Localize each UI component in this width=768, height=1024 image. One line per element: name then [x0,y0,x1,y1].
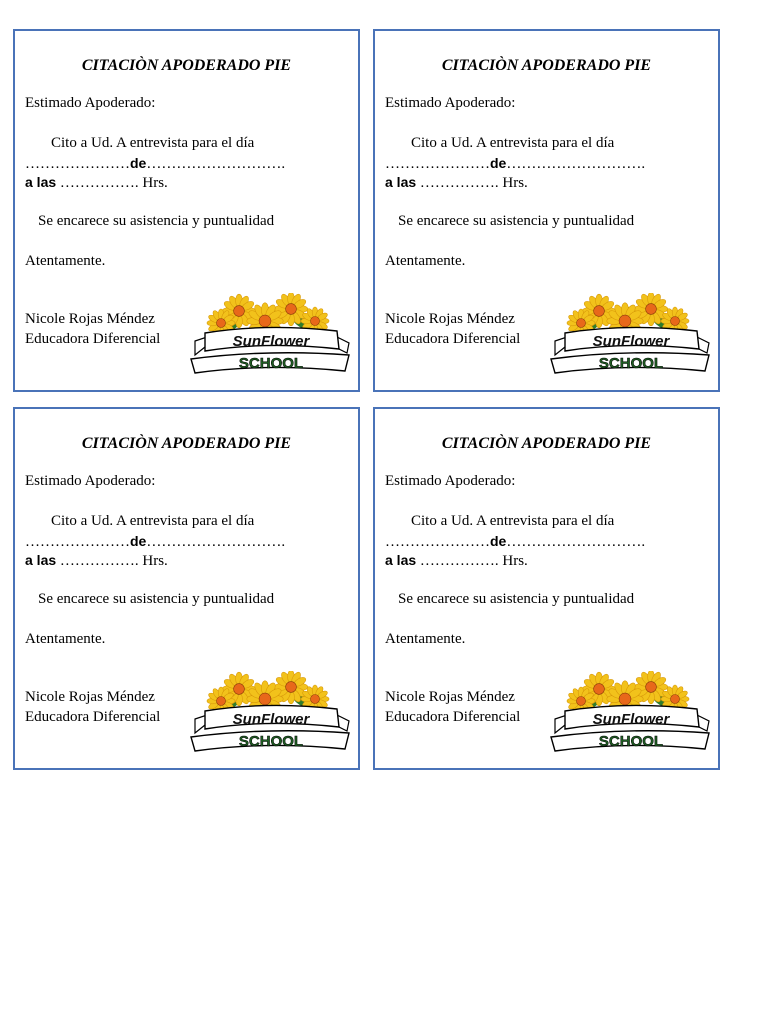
invite-text: Cito a Ud. A entrevista para el día [411,135,615,151]
word-a-las: a las [25,552,57,568]
hour-blank: ……………. [416,553,503,569]
card-title: CITACIÒN APODERADO PIE [441,57,652,74]
word-de: de [130,155,147,171]
closing-text: Atentamente. [385,253,466,269]
logo-text-sunflower: SunFlower [232,333,310,350]
invite-text: Cito a Ud. A entrevista para el día [51,513,255,529]
word-hrs: Hrs. [502,553,528,569]
logo-text-school: SCHOOL [598,355,664,372]
month-blank: ………………………. [506,534,646,550]
card-title: CITACIÒN APODERADO PIE [441,435,652,452]
signer-name: Nicole Rojas Méndez [385,689,515,705]
closing-text: Atentamente. [25,253,106,269]
day-blank: ………………… [25,156,130,172]
word-hrs: Hrs. [142,553,168,569]
word-a-las: a las [385,552,417,568]
citation-card-3 [13,407,360,770]
attendance-text: Se encarece su asistencia y puntualidad [38,591,275,607]
day-blank: ………………… [385,156,490,172]
signer-role: Educadora Diferencial [385,709,521,725]
closing-text: Atentamente. [25,631,106,647]
word-de: de [490,533,507,549]
sunflower-school-logo [187,671,353,753]
citation-card-2 [373,29,720,392]
time-line [385,174,528,192]
sunflower-school-logo [547,293,713,375]
logo-text-school: SCHOOL [598,733,664,750]
greeting: Estimado Apoderado: [25,95,156,111]
date-line [385,155,645,173]
citation-card-4 [373,407,720,770]
logo-text-sunflower: SunFlower [232,711,310,728]
hour-blank: ……………. [416,175,503,191]
signer-role: Educadora Diferencial [25,331,161,347]
logo-text-sunflower: SunFlower [592,711,670,728]
month-blank: ………………………. [506,156,646,172]
logo-text-school: SCHOOL [238,733,304,750]
date-line [385,533,645,551]
closing-text: Atentamente. [385,631,466,647]
signer-name: Nicole Rojas Méndez [25,311,155,327]
attendance-text: Se encarece su asistencia y puntualidad [398,591,635,607]
greeting: Estimado Apoderado: [385,473,516,489]
word-a-las: a las [385,174,417,190]
card-title: CITACIÒN APODERADO PIE [81,435,292,452]
time-line [385,552,528,570]
signer-name: Nicole Rojas Méndez [25,689,155,705]
signer-role: Educadora Diferencial [385,331,521,347]
time-line [25,174,168,192]
invite-text: Cito a Ud. A entrevista para el día [411,513,615,529]
logo-text-school: SCHOOL [238,355,304,372]
month-blank: ………………………. [146,534,286,550]
sunflower-school-logo [187,293,353,375]
signer-role: Educadora Diferencial [25,709,161,725]
logo-text-sunflower: SunFlower [592,333,670,350]
word-hrs: Hrs. [502,175,528,191]
date-line [25,155,285,173]
date-line [25,533,285,551]
time-line [25,552,168,570]
word-hrs: Hrs. [142,175,168,191]
invite-text: Cito a Ud. A entrevista para el día [51,135,255,151]
day-blank: ………………… [25,534,130,550]
attendance-text: Se encarece su asistencia y puntualidad [38,213,275,229]
citation-card-1 [13,29,360,392]
word-de: de [130,533,147,549]
word-a-las: a las [25,174,57,190]
hour-blank: ……………. [56,175,143,191]
signer-name: Nicole Rojas Méndez [385,311,515,327]
hour-blank: ……………. [56,553,143,569]
greeting: Estimado Apoderado: [25,473,156,489]
attendance-text: Se encarece su asistencia y puntualidad [398,213,635,229]
sunflower-school-logo [547,671,713,753]
day-blank: ………………… [385,534,490,550]
card-title: CITACIÒN APODERADO PIE [81,57,292,74]
greeting: Estimado Apoderado: [385,95,516,111]
word-de: de [490,155,507,171]
month-blank: ………………………. [146,156,286,172]
